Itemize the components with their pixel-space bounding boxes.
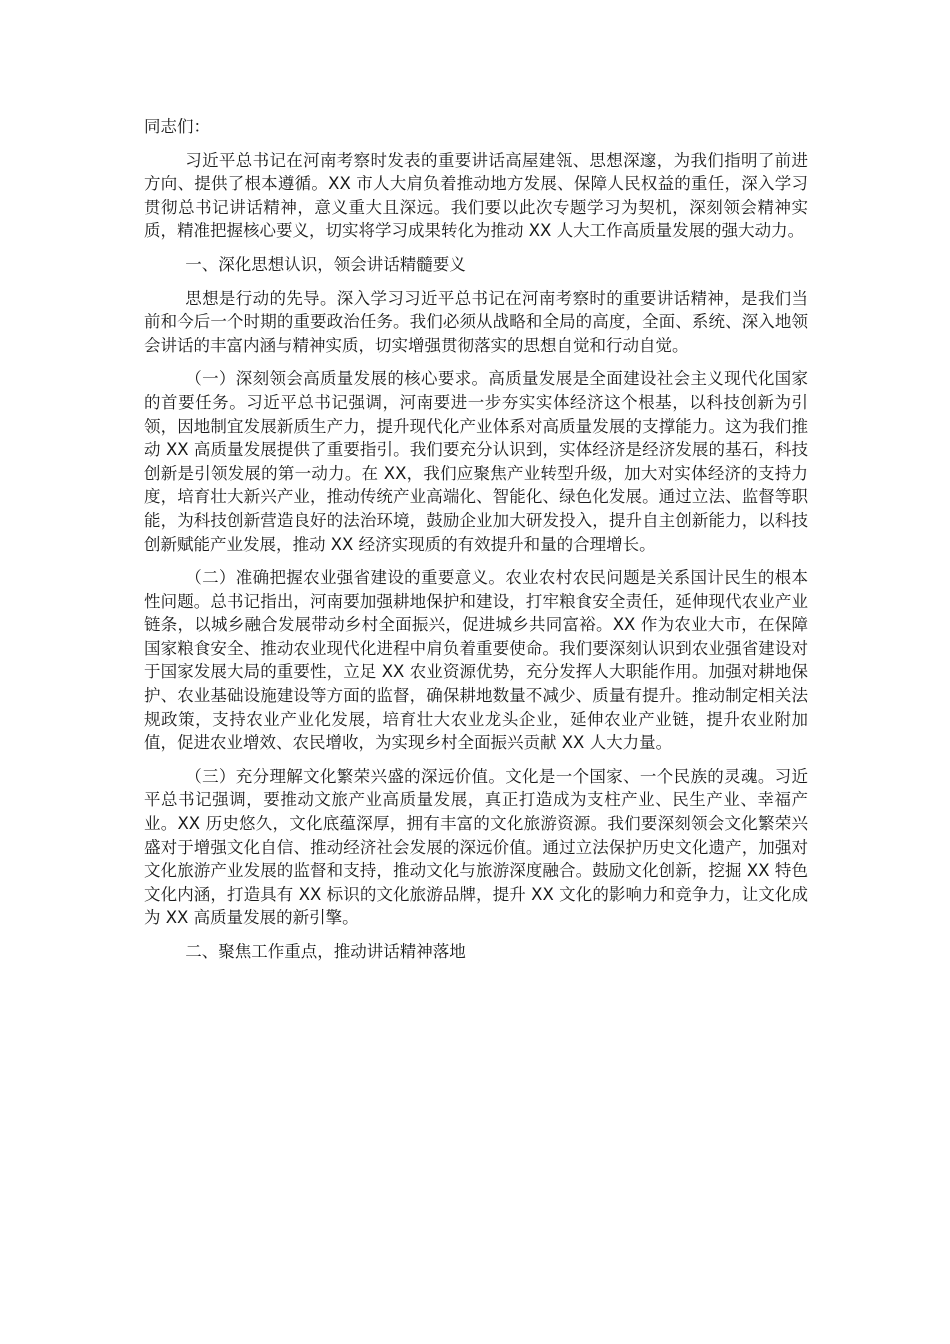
document-page bbox=[144, 115, 808, 974]
intro-paragraph: 习近平总书记在河南考察时发表的重要讲话高屋建瓴、思想深邃，为我们指明了前进方向、提供了根本遵循。XX 市人大肩负着推动地方发展、保障人民权益的重任，深入学习贯彻总书记讲话精神，意义重大且深远。我们要以此次专题学习为契机，深刻领会精神实质，精准把握核心要义，切实将学习成果转化为推动 XX 人大工作高质量发展的强大动力。 bbox=[144, 150, 808, 241]
section-1-heading: 一、深化思想认识，领会讲话精髓要义 bbox=[185, 254, 466, 274]
section-1-lead-paragraph: 思想是行动的先导。深入学习习近平总书记在河南考察时的重要讲话精神，是我们当前和今后一个时期的重要政治任务。我们必须从战略和全局的高度，全面、系统、深入地领会讲话的丰富内涵与精神实质，切实增强贯彻落实的思想自觉和行动自觉。 bbox=[144, 288, 808, 355]
section-2-heading: 二、聚焦工作重点，推动讲话精神落地 bbox=[185, 942, 466, 961]
section-1-point-1-paragraph: （一）深刻领会高质量发展的核心要求。高质量发展是全面建设社会主义现代化国家的首要任务。习近平总书记强调，河南要进一步夯实实体经济这个根基，以科技创新为引领，因地制宜发展新质生产力，提升现代化产业体系对高质量发展的支撑能力。这为我们推动 XX 高质量发展提供了重要指引。我们要充分认识到，实体经济是经济发展的基石，科技创新是引领发展的第一动力。在 XX，我们应聚焦产业转型升级，加大对实体经济的支持力度，培育壮大新兴产业，推动传统产业高端化、智能化、绿色化发展。通过立法、监督等职能，为科技创新营造良好的法治环境，鼓励企业加大研发投入，提升自主创新能力，以科技创新赋能产业发展，推动 XX 经济实现质的有效提升和量的合理增长。 bbox=[144, 369, 808, 554]
salutation: 同志们： bbox=[144, 117, 210, 136]
section-1-point-2-paragraph: （二）准确把握农业强省建设的重要意义。农业农村农民问题是关系国计民生的根本性问题。总书记指出，河南要加强耕地保护和建设，打牢粮食安全责任，延伸现代农业产业链条，以城乡融合发展带动乡村全面振兴，促进城乡共同富裕。XX 作为农业大市，在保障国家粮食安全、推动农业现代化进程中肩负着重要使命。我们要深刻认识到农业强省建设对于国家发展大局的重要性，立足 XX 农业资源优势，充分发挥人大职能作用。加强对耕地保护、农业基础设施建设等方面的监督，确保耕地数量不减少、质量有提升。推动制定相关法规政策，支持农业产业化发展，培育壮大农业龙头企业，延伸农业产业链，提升农业附加值，促进农业增效、农民增收，为实现乡村全面振兴贡献 XX 人大力量。 bbox=[144, 568, 808, 753]
section-1-point-3-paragraph: （三）充分理解文化繁荣兴盛的深远价值。文化是一个国家、一个民族的灵魂。习近平总书记强调，要推动文旅产业高质量发展，真正打造成为支柱产业、民生产业、幸福产业。XX 历史悠久，文化底蕴深厚，拥有丰富的文化旅游资源。我们要深刻领会文化繁荣兴盛对于增强文化自信、推动经济社会发展的深远价值。通过立法保护历史文化遗产，加强对文化旅游产业发展的监督和支持，推动文化与旅游深度融合。鼓励文化创新，挖掘 XX 特色文化内涵，打造具有 XX 标识的文化旅游品牌，提升 XX 文化的影响力和竞争力，让文化成为 XX 高质量发展的新引擎。 bbox=[144, 766, 808, 928]
